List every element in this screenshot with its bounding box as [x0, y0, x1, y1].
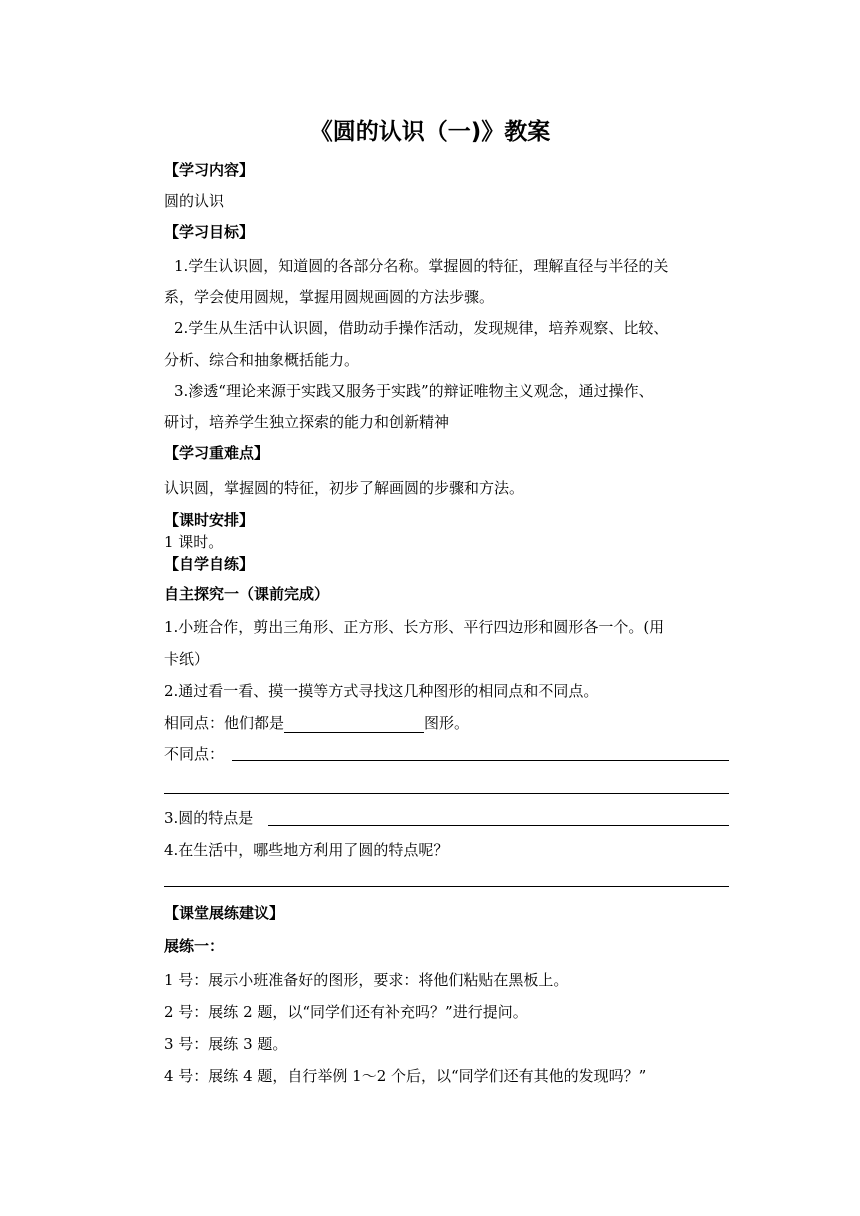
same-point-suffix: 图形。 [424, 714, 470, 732]
practice-item-1: 1 号：展示小班准备好的图形，要求：将他们粘贴在黑板上。 [164, 971, 569, 989]
page-title: 《圆的认识（一)》教案 [309, 119, 551, 145]
explore-item-1-line-2: 卡纸） [164, 650, 210, 668]
same-point-prefix: 相同点：他们都是 [164, 714, 285, 732]
goal-1-line-2: 系，学会使用圆规，掌握用圆规画圆的方法步骤。 [164, 288, 495, 306]
same-point-blank [284, 716, 424, 733]
circle-feature-prefix: 3.圆的特点是 [164, 809, 254, 827]
goal-1-line-1: 1.学生认识圆，知道圆的各部分名称。掌握圆的特征，理解直径与半径的关 [174, 257, 669, 275]
key-points-heading: 【学习重难点】 [164, 444, 270, 462]
diff-point-prefix: 不同点： [164, 745, 225, 763]
explore-item-2: 2.通过看一看、摸一摸等方式寻找这几种图形的相同点和不同点。 [164, 682, 599, 700]
time-heading: 【课时安排】 [164, 511, 255, 529]
goal-3-line-1: 3.渗透“理论来源于实践又服务于实践”的辩证唯物主义观念，通过操作、 [174, 382, 654, 400]
circle-feature-blank-line [268, 825, 729, 826]
life-answer-blank-line [164, 886, 729, 887]
diff-point-blank-line-2 [164, 793, 729, 794]
explore-heading: 自主探究一（课前完成） [164, 585, 330, 603]
class-practice-heading: 【课堂展练建议】 [164, 904, 285, 922]
goal-3-line-2: 研讨，培养学生独立探索的能力和创新精神 [164, 413, 450, 431]
same-point-line [164, 713, 469, 733]
practice-item-4: 4 号：展练 4 题，自行举例 1～2 个后，以“同学们还有其他的发现吗？” [164, 1067, 647, 1085]
goal-2-line-1: 2.学生从生活中认识圆，借助动手操作活动，发现规律，培养观察、比较、 [174, 319, 669, 337]
key-points-text: 认识圆，掌握圆的特征，初步了解画圆的步骤和方法。 [164, 479, 525, 497]
practice-item-3: 3 号：展练 3 题。 [164, 1035, 288, 1053]
content-text: 圆的认识 [164, 192, 225, 210]
diff-point-blank-line [232, 760, 729, 761]
practice-item-2: 2 号：展练 2 题，以“同学们还有补充吗？”进行提问。 [164, 1003, 528, 1021]
life-question: 4.在生活中，哪些地方利用了圆的特点呢？ [164, 841, 449, 859]
goals-heading: 【学习目标】 [164, 223, 255, 241]
goal-2-line-2: 分析、综合和抽象概括能力。 [164, 351, 360, 369]
practice-one-heading: 展练一： [164, 937, 225, 955]
time-text: 1 课时。 [164, 533, 224, 551]
content-heading: 【学习内容】 [164, 161, 255, 179]
explore-item-1-line-1: 1.小班合作，剪出三角形、正方形、长方形、平行四边形和圆形各一个。(用 [164, 618, 665, 636]
self-study-heading: 【自学自练】 [164, 555, 255, 573]
